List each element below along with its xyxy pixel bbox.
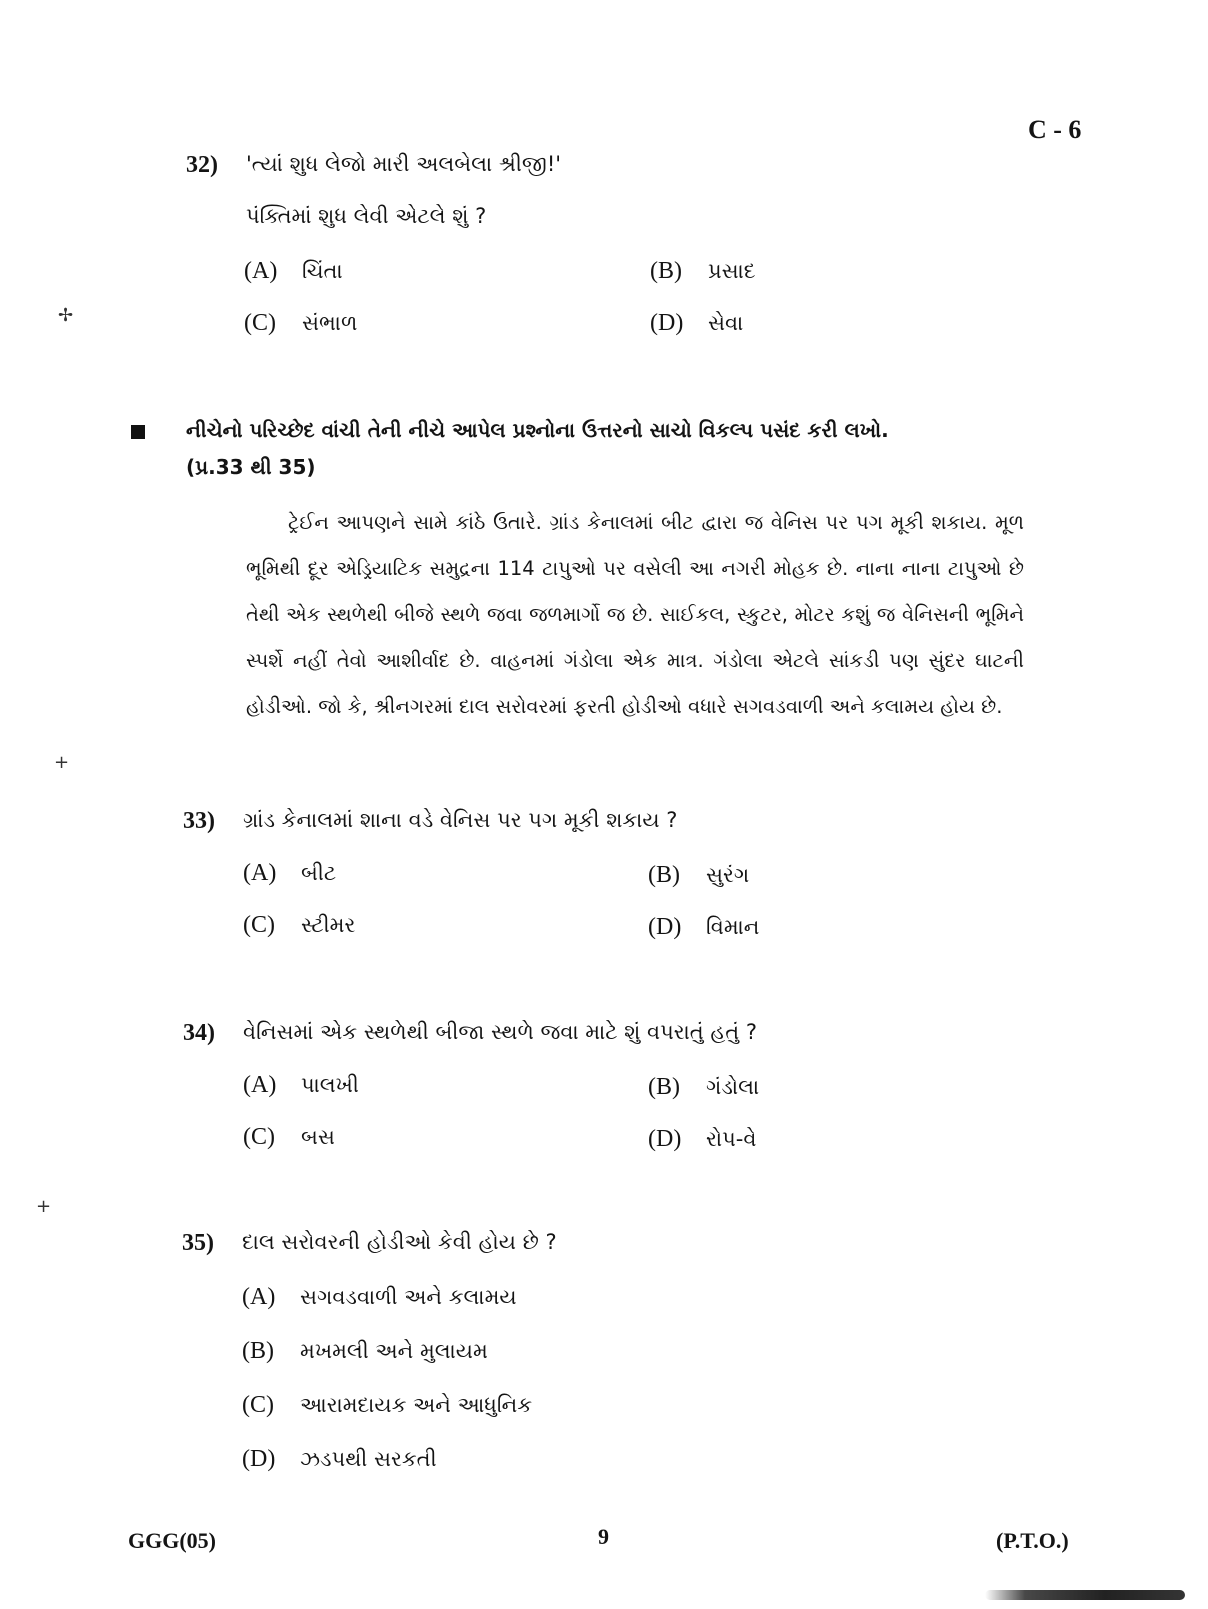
option-a[interactable]: (A) બીટ: [243, 860, 337, 886]
option-d[interactable]: (D) રોપ-વે: [648, 1126, 757, 1152]
question-text: દાલ સરોવરની હોડીઓ કેવી હોય છે ?: [242, 1230, 557, 1254]
question-number: 35): [182, 1230, 214, 1256]
scan-mark: +: [54, 752, 70, 773]
question-text: 'ત્યાં શુધ લેજો મારી અલબેલા શ્રીજી!': [246, 152, 562, 176]
option-a[interactable]: (A) પાલખી: [243, 1072, 359, 1098]
page-code: C - 6: [1028, 115, 1082, 144]
option-c[interactable]: (C) સંભાળ: [244, 310, 358, 336]
scan-mark: ✢: [58, 305, 74, 326]
section-instruction-range: (પ્ર.33 થી 35): [186, 455, 316, 479]
option-d[interactable]: (D) ઝડપથી સરકતી: [242, 1446, 437, 1472]
option-c[interactable]: (C) આરામદાયક અને આધુનિક: [242, 1392, 533, 1418]
option-b[interactable]: (B) મખમલી અને મુલાયમ: [242, 1338, 488, 1364]
scan-mark: +: [36, 1196, 52, 1217]
option-a[interactable]: (A) સગવડવાળી અને કલામય: [242, 1284, 517, 1310]
question-text: વેનિસમાં એક સ્થળેથી બીજા સ્થળે જવા માટે શું વપરાતું હતું ?: [243, 1020, 758, 1044]
option-b[interactable]: (B) પ્રસાદ: [650, 258, 756, 284]
option-c[interactable]: (C) બસ: [243, 1124, 335, 1150]
question-number: 34): [183, 1020, 215, 1046]
passage: ટ્રેઈન આપણને સામે કાંઠે ઉતારે. ગ્રાંડ કેનાલમાં બીટ દ્વારા જ વેનિસ પર પગ મૂકી શકાય. મૂળ ભૂમિથી દૂર એડ્રિયાટિક સમુદ્રના 114 ટાપુઓ પર વસેલી આ નગરી મોહક છે. નાના નાના ટાપુઓ છે તેથી એક સ્થળેથી બીજે સ્થળે જવા જળમાર્ગો જ છે. સાઈકલ, સ્કુટર, મોટર કશું જ વેનિસની ભૂમિને સ્પર્શે નહીં તેવો આશીર્વાદ છે. વાહનમાં ગંડોલા એક માત્ર. ગંડોલા એટલે સાંકડી પણ સુંદર ઘાટની હોડીઓ. જો કે, શ્રીનગરમાં દાલ સરોવરમાં ફરતી હોડીઓ વધારે સગવડવાળી અને કલામય હોય છે.: [246, 511, 1024, 718]
option-a[interactable]: (A) ચિંતા: [244, 258, 343, 284]
option-c[interactable]: (C) સ્ટીમર: [243, 912, 356, 938]
option-d[interactable]: (D) સેવા: [650, 310, 744, 336]
question-text: ગ્રાંડ કેનાલમાં શાના વડે વેનિસ પર પગ મૂકી શકાય ?: [243, 808, 678, 832]
question-text: પંક્તિમાં શુધ લેવી એટલે શું ?: [246, 204, 487, 228]
pto-note: (P.T.O.): [996, 1528, 1069, 1553]
option-b[interactable]: (B) ગંડોલા: [648, 1074, 760, 1100]
section-instruction: નીચેનો પરિચ્છેદ વાંચી તેની નીચે આપેલ પ્રશ્નોના ઉત્તરનો સાચો વિકલ્પ પસંદ કરી લખો.: [186, 418, 889, 442]
paper-code: GGG(05): [128, 1528, 216, 1553]
option-b[interactable]: (B) સુરંગ: [648, 862, 750, 888]
page-number: 9: [598, 1524, 609, 1549]
question-number: 33): [183, 808, 215, 834]
option-d[interactable]: (D) વિમાન: [648, 914, 760, 940]
scan-smudge: [985, 1590, 1185, 1600]
question-number: 32): [186, 152, 218, 178]
section-bullet: [131, 425, 145, 439]
